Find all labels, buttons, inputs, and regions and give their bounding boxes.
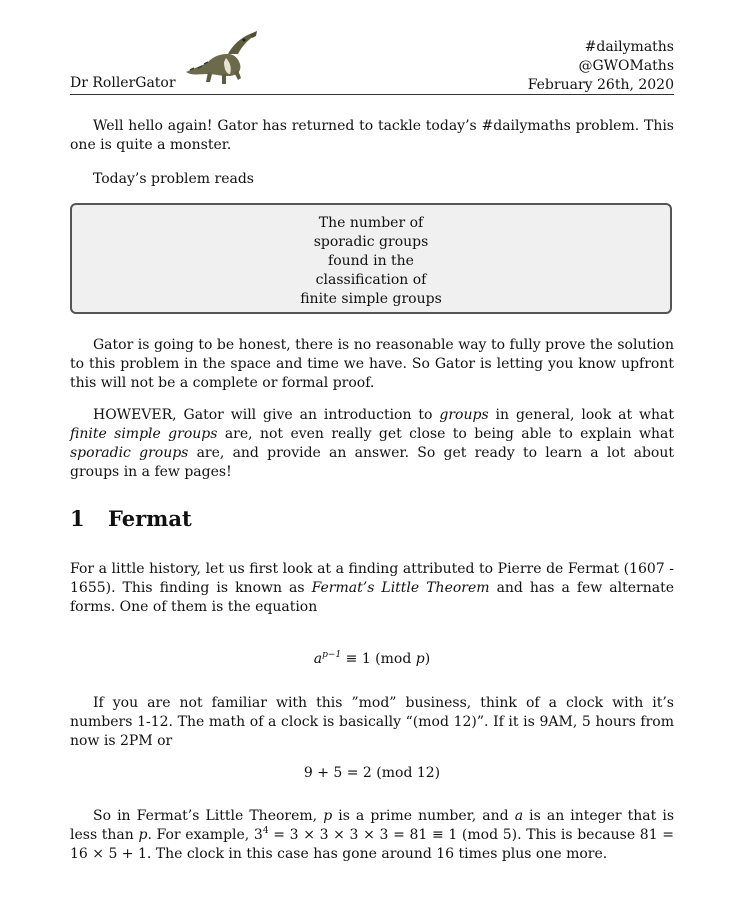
problem-line: sporadic groups [313,234,429,250]
problem-line: found in the [328,253,414,269]
theorem-name: Fermat’s Little Theorem [311,580,490,596]
problem-line: finite simple groups [300,291,442,307]
term-sporadic-groups: sporadic groups [70,445,189,461]
date: February 26th, 2020 [527,77,674,93]
clock-equation: 9 + 5 = 2 (mod 12) [303,765,441,781]
fermat-history-paragraph: For a little history, let us first look at a finding attributed to Pierre de Fermat (1607 - 1655). This finding is known as Fermat’s Little Theorem and has a few alternate forms. One of them is the equation [70,561,675,615]
author-name: Dr RollerGator [70,75,176,91]
header-meta [528,38,674,95]
twitter-handle: @GWOMaths [578,58,674,74]
hashtag: #dailymaths [584,39,674,55]
problem-line: classification of [315,272,427,288]
problem-lead-in: Today’s problem reads [93,171,254,187]
fermat-equation: $a^{p-1} \equiv 1$ (mod p) [313,650,431,667]
term-groups: groups [439,407,489,423]
intro-paragraph: Well hello again! Gator has returned to tackle today’s #dailymaths problem. This one is quite a monster. [70,118,674,153]
section-title: Fermat [108,506,192,531]
example-paragraph: So in Fermat’s Little Theorem, p is a prime number, and a is an integer that is less than p. For example, $3^4 = 3 \times 3 \times 3 \times 3 = 81 \equiv 1$ (mod 5). This is because 81 = 16 × 5 + 1. The clock in this case has gone around 16 times plus one more. [70,808,675,862]
section-number: 1 [70,506,85,531]
section-heading [70,506,192,531]
disclaimer-paragraph: Gator is going to be honest, there is no reasonable way to fully prove the solution to this problem in the space and time we have. So Gator is letting you know upfront this will not be a complete or formal proof. [70,337,674,391]
clock-paragraph: If you are not familiar with this ”mod” business, think of a clock with it’s numbers 1-12. The math of a clock is basically “(mod 12)”. If it is 9AM, 5 hours from now is 2PM or [70,695,674,749]
overview-paragraph: HOWEVER, Gator will give an introduction to groups in general, look at what finite simple groups are, not even really get close to being able to explain what sporadic groups are, and provide an answer. So get ready to learn a lot about groups in a few pages! [70,407,675,480]
alligator-logo [178,28,258,88]
header-rule [70,94,674,95]
problem-statement [72,214,670,309]
term-finite-simple-groups: finite simple groups [70,426,218,442]
problem-line: The number of [318,215,424,231]
problem-box [70,203,672,314]
